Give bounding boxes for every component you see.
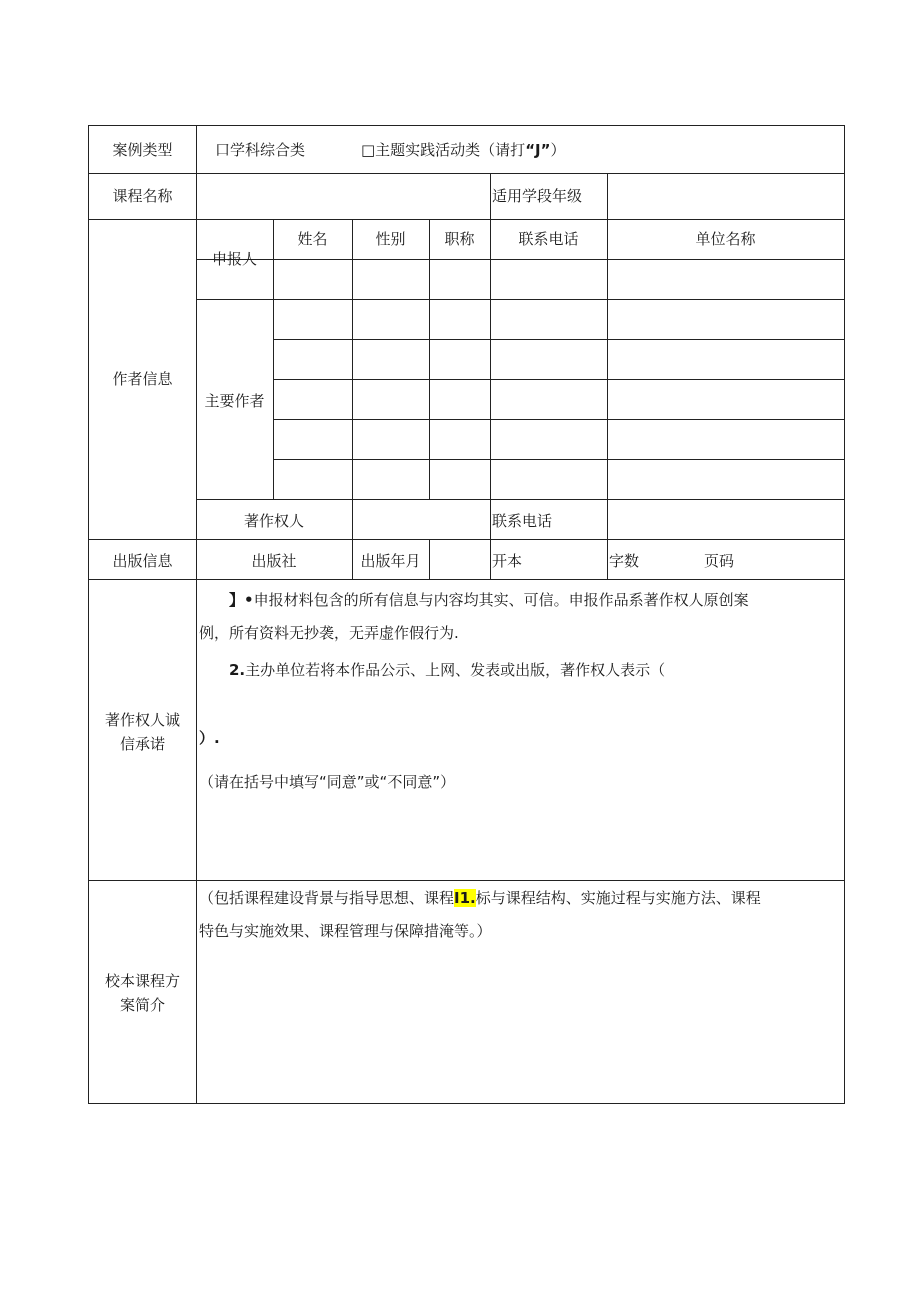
publisher-label: 出版社 — [251, 552, 297, 570]
row-divider — [273, 459, 844, 460]
row-divider — [89, 539, 844, 540]
main-authors-label: 主要作者 — [204, 392, 265, 410]
author-info-label: 作者信息 — [112, 370, 173, 388]
row-divider — [89, 173, 844, 174]
pledge-clause-2: 2.主办单位若将本作品公示、上网、发表或出版，著作权人表示（ — [229, 661, 666, 679]
check-mark-hint: “J” — [525, 141, 551, 159]
word-count-label: 字数 — [609, 552, 640, 570]
applicant-label: 申报人 — [211, 250, 257, 268]
case-type-label: 案例类型 — [112, 141, 173, 159]
column-divider — [273, 219, 274, 499]
highlight-mark: I1. — [454, 889, 476, 907]
pledge-label: 著作权人诚 信承诺 — [104, 711, 180, 753]
course-application-form — [88, 125, 845, 1104]
grade-label: 适用学段年级 — [492, 187, 583, 205]
copyright-phone-label: 联系电话 — [492, 512, 553, 530]
pages-label: 页码 — [704, 552, 735, 570]
pledge-clause-2-close: ）. — [199, 729, 220, 747]
copyright-holder-label: 著作权人 — [243, 512, 304, 530]
row-divider — [273, 419, 844, 420]
pledge-clause-1: 】•申报材料包含的所有信息与内容均其实、可信。申报作品系著作权人原创案 例，所有资料无抄袭，无弄虚作假行为. — [199, 591, 749, 642]
summary-instruction: （包括课程建设背景与指导思想、课程I1.标与课程结构、实施过程与实施方法、课程 特色与实施效果、课程管理与保障措淹等。） — [199, 889, 761, 940]
row-divider — [89, 579, 844, 580]
column-header-unit: 单位名称 — [695, 230, 756, 248]
column-divider — [196, 126, 197, 1103]
format-label: 开本 — [492, 552, 523, 570]
row-divider — [196, 299, 844, 300]
row-divider — [273, 339, 844, 340]
case-type-option-interdisciplinary[interactable]: 口学科综合类 — [215, 141, 306, 159]
row-divider — [89, 219, 844, 220]
column-header-name: 姓名 — [297, 230, 328, 248]
column-divider — [429, 539, 430, 579]
column-divider — [429, 219, 430, 499]
course-name-label: 课程名称 — [112, 187, 173, 205]
row-divider — [89, 880, 844, 881]
publication-info-label: 出版信息 — [112, 552, 173, 570]
row-divider — [196, 499, 844, 500]
column-header-title: 职称 — [444, 230, 475, 248]
row-divider — [273, 379, 844, 380]
column-header-phone: 联系电话 — [518, 230, 579, 248]
column-divider — [352, 219, 353, 579]
pledge-note: （请在括号中填写“同意”或“不同意”） — [199, 773, 456, 791]
case-type-option-practice[interactable]: □主题实践活动类（请打“J”） — [361, 141, 566, 159]
publish-date-label: 出版年月 — [360, 552, 421, 570]
column-header-gender: 性别 — [375, 230, 406, 248]
summary-label: 校本课程方 案简介 — [104, 972, 180, 1014]
row-divider — [196, 259, 844, 260]
